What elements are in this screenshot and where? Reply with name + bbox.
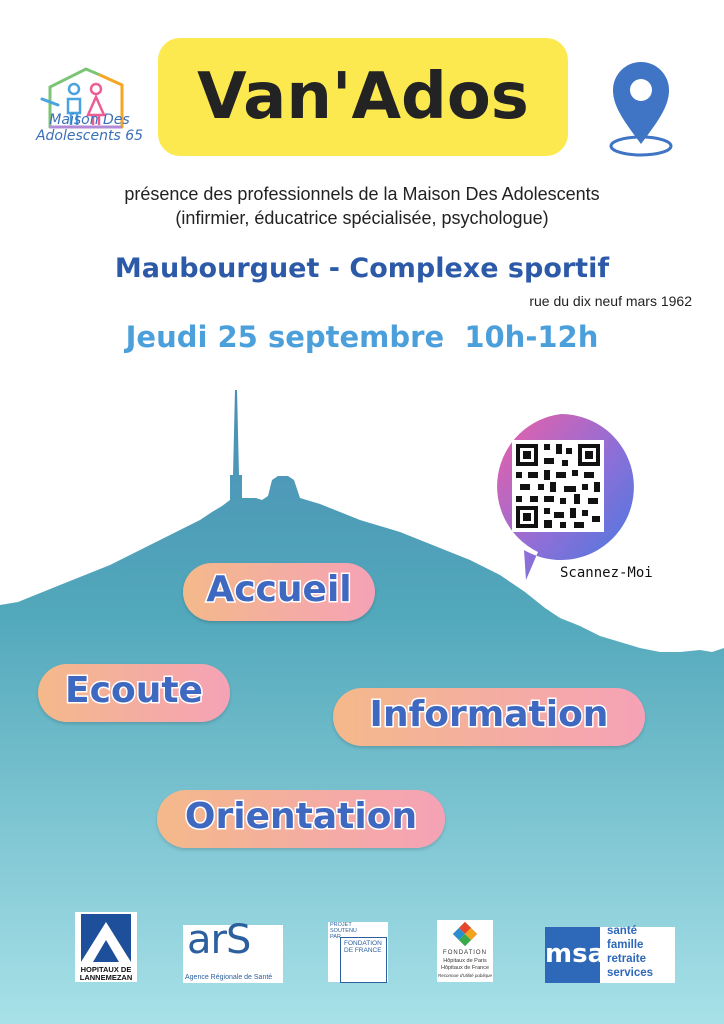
event-street: rue du dix neuf mars 1962 — [529, 293, 692, 309]
mountain-logo-icon — [75, 912, 137, 964]
intro-text — [60, 182, 664, 230]
fhp-line-2: Hôpitaux de Paris — [443, 958, 487, 964]
service-label: Orientation — [184, 796, 418, 837]
service-pill-information — [333, 688, 645, 746]
partner-logo-lannemezan — [75, 912, 137, 982]
service-pill-ecoute — [38, 664, 230, 722]
partner-label: HOPITAUX DE LANNEMEZAN — [79, 965, 133, 982]
msa-services-list — [607, 924, 653, 980]
fhp-line-4: Reconnue d'utilité publique — [438, 973, 492, 978]
fdf-top-text: PROJET SOUTENU PAR — [330, 922, 357, 940]
service-pill-accueil — [183, 563, 375, 621]
intro-line-1: présence des professionnels de la Maison Des Adolescents — [124, 184, 600, 204]
msa-line: retraite — [607, 953, 646, 965]
msa-line: famille — [607, 939, 644, 951]
msa-line: santé — [607, 925, 638, 937]
service-label: Ecoute — [65, 670, 203, 711]
service-label: Accueil — [206, 569, 352, 610]
partner-logo-fondation-hopitaux — [437, 920, 493, 982]
page-title: Van'Ados — [197, 60, 529, 134]
fhp-line-3: Hôpitaux de France — [441, 965, 489, 971]
partner-logo-fondation-de-france — [328, 922, 388, 982]
logo-text: Maison Des Adolescents 65 — [35, 112, 144, 144]
event-date: Jeudi 25 septembre 10h-12h — [125, 320, 599, 354]
scan-me-caption: Scannez-Moi — [560, 565, 653, 581]
msa-line: services — [607, 967, 654, 979]
service-pill-orientation — [157, 790, 445, 848]
msa-logo-box — [545, 927, 606, 983]
fdf-box-text: FONDATION DE FRANCE — [344, 940, 382, 954]
msa-wordmark: msa — [545, 939, 606, 969]
fdf-box — [340, 937, 387, 983]
diamond-logo-icon — [437, 920, 493, 950]
ars-subtitle: Agence Régionale de Santé — [185, 974, 273, 981]
fhp-line-1: FONDATION — [443, 950, 487, 956]
intro-line-2: (infirmier, éducatrice spécialisée, psychologue) — [175, 208, 549, 228]
partner-logo-msa — [545, 927, 675, 983]
partner-logo-ars — [183, 917, 283, 983]
qr-code-bubble[interactable] — [486, 412, 636, 587]
service-label: Information — [369, 694, 609, 735]
ars-wordmark: arS — [187, 917, 251, 963]
event-place: Maubourguet - Complexe sportif — [114, 253, 610, 284]
location-pin-icon — [605, 60, 677, 160]
